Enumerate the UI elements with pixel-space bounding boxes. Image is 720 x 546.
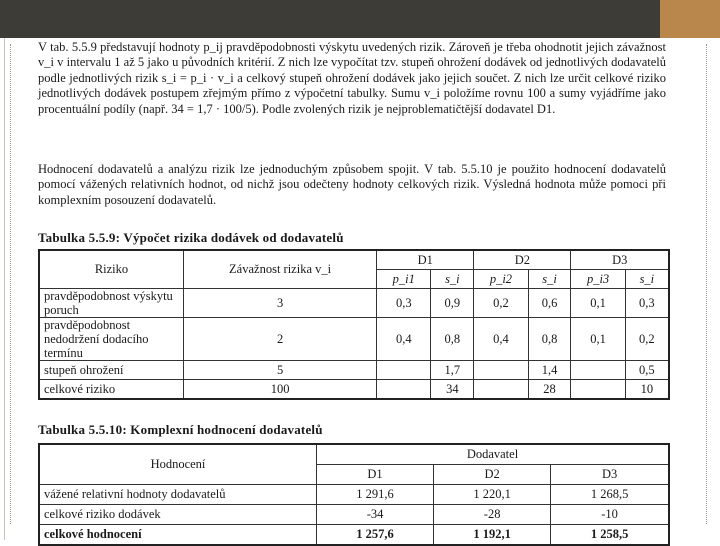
cell-p3: 0,1 bbox=[571, 318, 625, 361]
cell-d1: 1 291,6 bbox=[317, 485, 434, 505]
cell-p1 bbox=[377, 361, 431, 380]
cell-p1: 0,4 bbox=[377, 318, 431, 361]
cell-p3 bbox=[571, 380, 625, 400]
table-row bbox=[39, 505, 669, 525]
cell-p1: 0,3 bbox=[377, 289, 431, 318]
cell-s3: 0,3 bbox=[625, 289, 669, 318]
table1-caption: Tabulka 5.5.9: Výpočet rizika dodávek od dodavatelů bbox=[38, 230, 344, 245]
dotted-guide-left bbox=[10, 44, 12, 524]
header-d3: D3 bbox=[571, 250, 669, 270]
cell-s3: 10 bbox=[625, 380, 669, 400]
row-label: celkové hodnocení bbox=[39, 525, 317, 546]
cell-v: 5 bbox=[184, 361, 377, 380]
row-label: pravděpodobnost nedodržení dodacího termínu bbox=[39, 318, 184, 361]
table-row bbox=[39, 525, 669, 546]
cell-s2: 28 bbox=[528, 380, 571, 400]
risk-table bbox=[38, 249, 670, 400]
evaluation-table bbox=[38, 443, 670, 546]
header-p-i1: p_i1 bbox=[377, 270, 431, 289]
cell-s2: 0,8 bbox=[528, 318, 571, 361]
header-s-i-3: s_i bbox=[625, 270, 669, 289]
cell-v: 2 bbox=[184, 318, 377, 361]
header-d2: D2 bbox=[474, 250, 571, 270]
dotted-guide-right bbox=[706, 44, 708, 524]
slide-left-border bbox=[4, 38, 5, 540]
table-row bbox=[39, 485, 669, 505]
cell-d1: -34 bbox=[317, 505, 434, 525]
header-p-i3: p_i3 bbox=[571, 270, 625, 289]
cell-d2: -28 bbox=[434, 505, 551, 525]
table-row bbox=[39, 289, 669, 318]
cell-p3: 0,1 bbox=[571, 289, 625, 318]
cell-s1: 0,8 bbox=[431, 318, 474, 361]
table-row bbox=[39, 380, 669, 400]
cell-p2: 0,4 bbox=[474, 318, 528, 361]
cell-v: 3 bbox=[184, 289, 377, 318]
cell-p2 bbox=[474, 361, 528, 380]
header-riziko: Riziko bbox=[39, 250, 184, 289]
header-d1: D1 bbox=[317, 465, 434, 485]
cell-d3: -10 bbox=[551, 505, 669, 525]
row-label: pravděpodobnost výskytu poruch bbox=[39, 289, 184, 318]
header-s-i-2: s_i bbox=[528, 270, 571, 289]
document-page bbox=[38, 40, 668, 541]
row-label: celkové riziko dodávek bbox=[39, 505, 317, 525]
paragraph-combined: Hodnocení dodavatelů a analýzu rizik lze jednoduchým způsobem spojit. V tab. 5.5.10 je použito hodnocení dodavatelů pomocí vážených relativních hodnot, od nichž jsou odečteny hodnoty celkových rizik. Výsledná hodnota může pomoci při komplexním posouzení dodavatelů. bbox=[38, 162, 666, 207]
cell-d3: 1 258,5 bbox=[551, 525, 669, 546]
cell-s3: 0,5 bbox=[625, 361, 669, 380]
cell-p2 bbox=[474, 380, 528, 400]
header-dodavatel: Dodavatel bbox=[317, 444, 670, 465]
cell-s3: 0,2 bbox=[625, 318, 669, 361]
cell-s1: 34 bbox=[431, 380, 474, 400]
slide-accent-block bbox=[660, 0, 720, 38]
cell-p2: 0,2 bbox=[474, 289, 528, 318]
table-row bbox=[39, 361, 669, 380]
cell-d3: 1 268,5 bbox=[551, 485, 669, 505]
header-s-i-1: s_i bbox=[431, 270, 474, 289]
table2-caption: Tabulka 5.5.10: Komplexní hodnocení dodavatelů bbox=[38, 422, 323, 437]
header-hodnoceni: Hodnocení bbox=[39, 444, 317, 485]
cell-p3 bbox=[571, 361, 625, 380]
cell-s1: 1,7 bbox=[431, 361, 474, 380]
cell-d1: 1 257,6 bbox=[317, 525, 434, 546]
header-d2: D2 bbox=[434, 465, 551, 485]
cell-d2: 1 220,1 bbox=[434, 485, 551, 505]
cell-d2: 1 192,1 bbox=[434, 525, 551, 546]
row-label: celkové riziko bbox=[39, 380, 184, 400]
cell-s2: 0,6 bbox=[528, 289, 571, 318]
header-zavaznost: Závažnost rizika v_i bbox=[184, 250, 377, 289]
paragraph-intro: V tab. 5.5.9 představují hodnoty p_ij pravděpodobnosti výskytu uvedených rizik. Zároveň je třeba ohodnotit jejich závažnost v_i v intervalu 1 až 5 jako u původních kritérií. Z nich lze vypočítat tzv. stupeň ohrožení dodávek od jednotlivých dodavatelů podle jednotlivých rizik s_i = p_i · v_i a celkový stupeň ohrožení dodávek jako jejich součet. Z nich lze určit celkové riziko jednotlivých dodávek postupem zřejmým přímo z výpočetní tabulky. Sumu v_i položíme rovnu 100 a sumy vyjádříme jako procentuální podíly (např. 34 = 1,7 · 100/5). Podle zvolených rizik je nejproblematičtější dodavatel D1. bbox=[38, 40, 666, 116]
row-label: stupeň ohrožení bbox=[39, 361, 184, 380]
header-d3: D3 bbox=[551, 465, 669, 485]
table-row bbox=[39, 318, 669, 361]
cell-s1: 0,9 bbox=[431, 289, 474, 318]
row-label: vážené relativní hodnoty dodavatelů bbox=[39, 485, 317, 505]
header-d1: D1 bbox=[377, 250, 474, 270]
cell-s2: 1,4 bbox=[528, 361, 571, 380]
header-p-i2: p_i2 bbox=[474, 270, 528, 289]
cell-p1 bbox=[377, 380, 431, 400]
slide-top-bar bbox=[0, 0, 720, 38]
cell-v: 100 bbox=[184, 380, 377, 400]
